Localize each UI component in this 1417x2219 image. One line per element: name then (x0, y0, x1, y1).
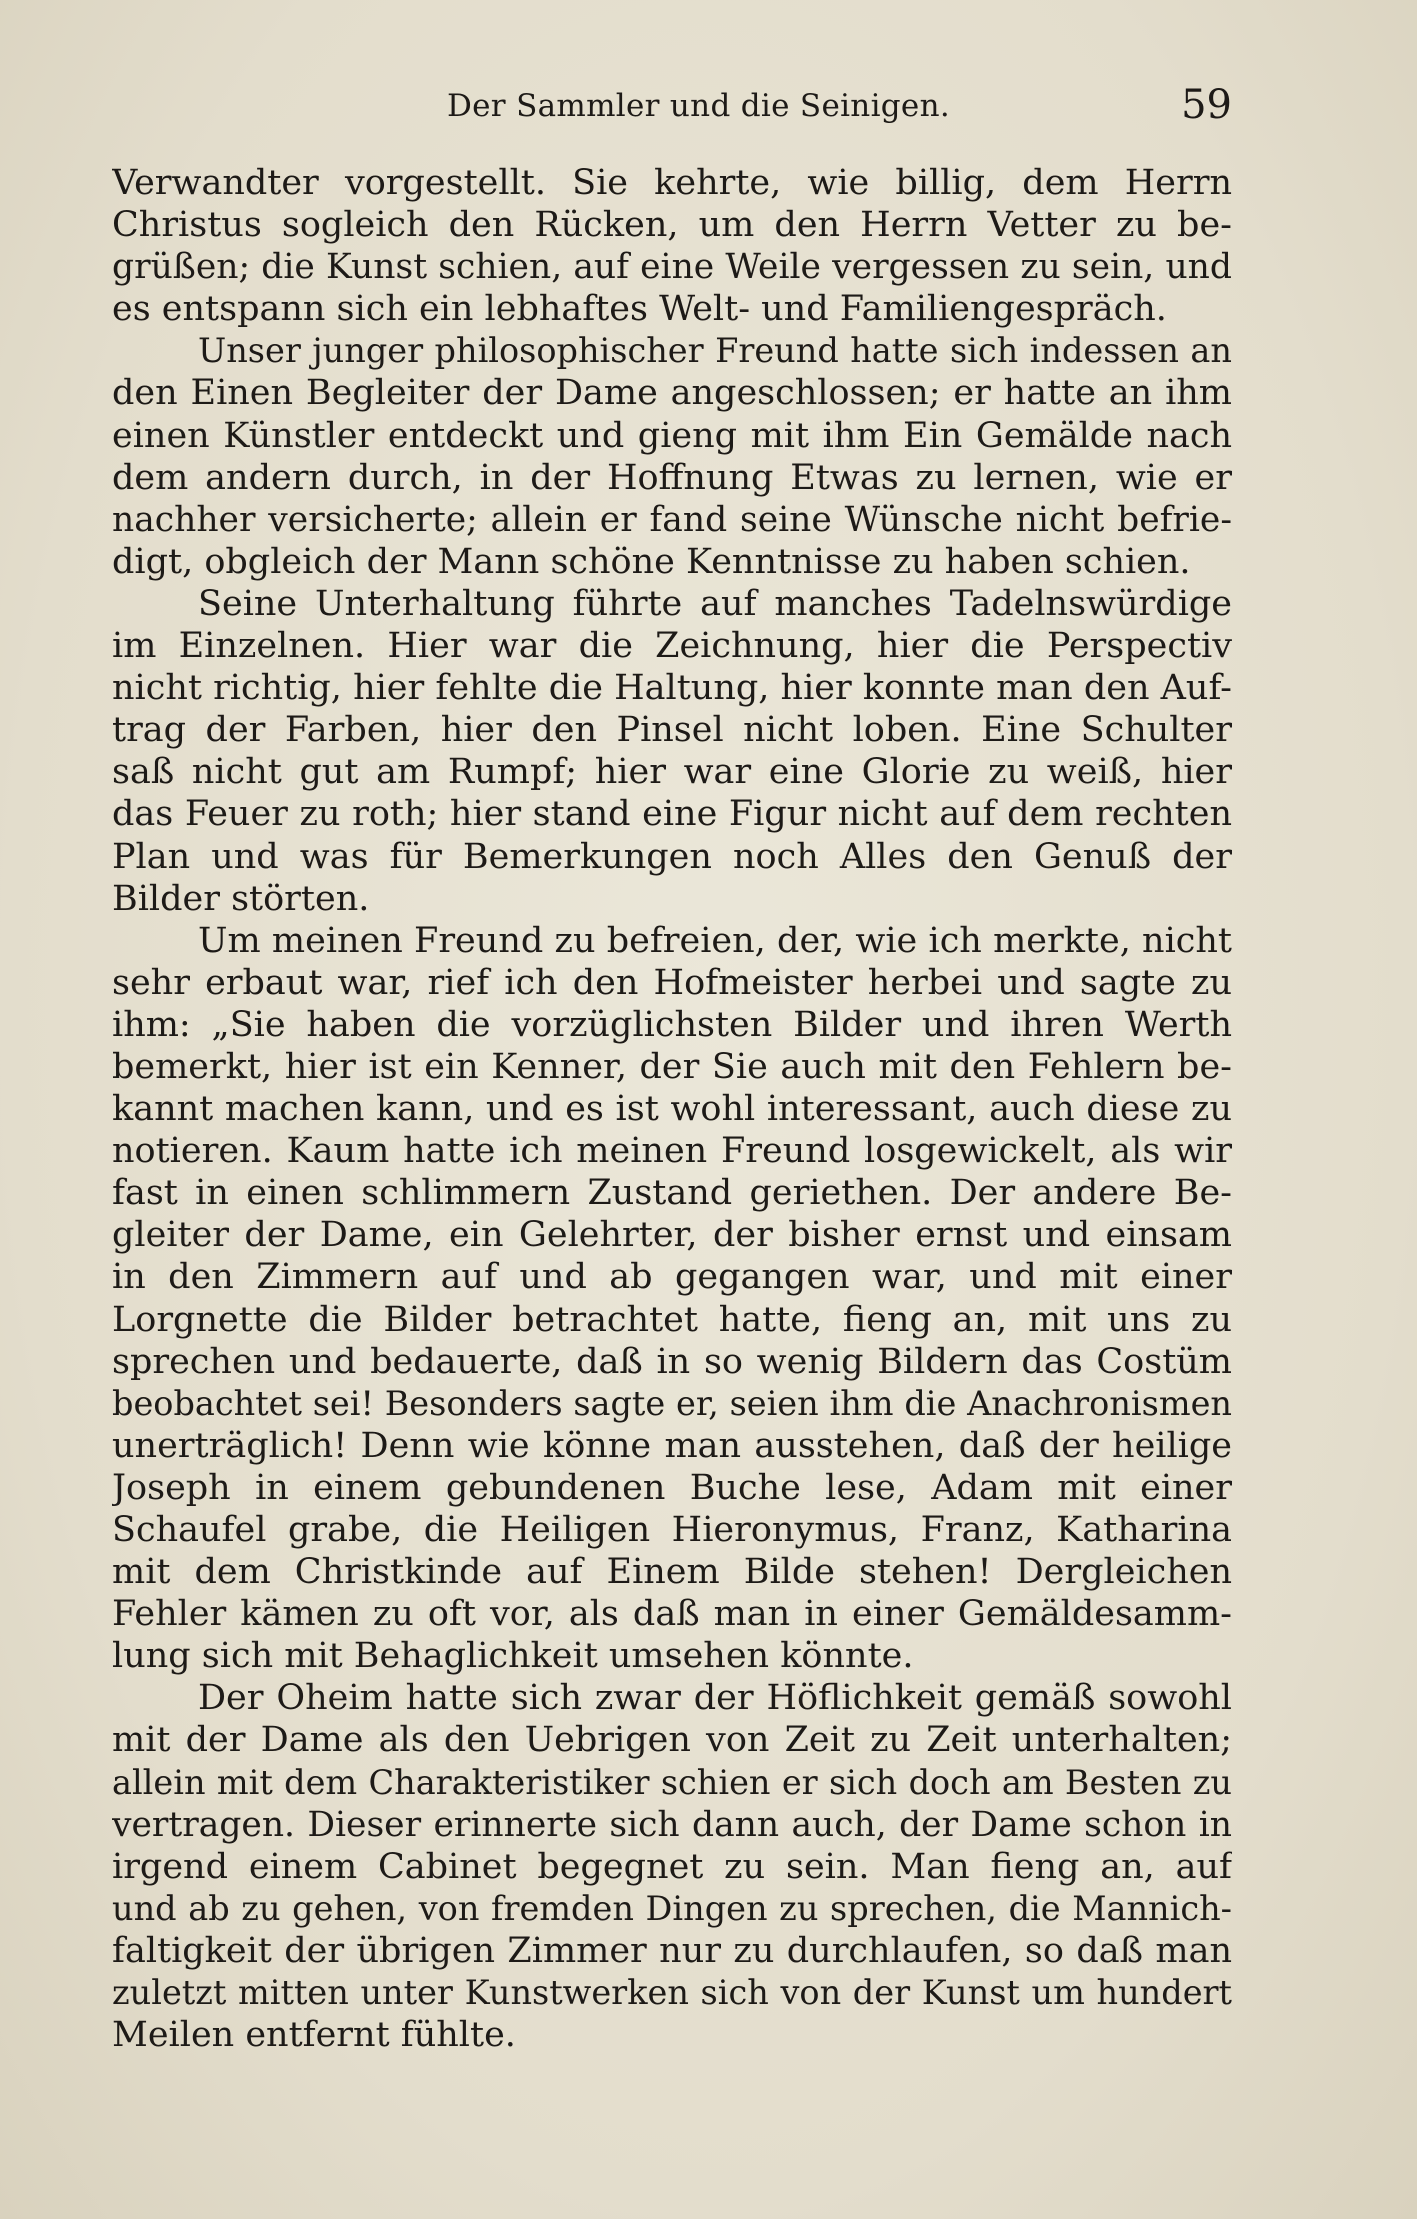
text-line: trag der Farben, hier den Pinsel nicht loben. Eine Schulter (112, 710, 1232, 751)
running-title: Der Sammler und die Seinigen. (447, 88, 950, 124)
text-line: fast in einen schlimmern Zustand geriethen. Der andere Be- (112, 1173, 1232, 1214)
text-line: saß nicht gut am Rumpf; hier war eine Glorie zu weiß, hier (112, 752, 1232, 793)
text-line: unerträglich! Denn wie könne man ausstehen, daß der heilige (112, 1425, 1232, 1466)
text-line: mit dem Christkinde auf Einem Bilde stehen! Dergleichen (112, 1552, 1232, 1593)
text-line: allein mit dem Charakteristiker schien er sich doch am Besten zu (112, 1762, 1232, 1802)
text-line: Christus sogleich den Rücken, um den Herrn Vetter zu be- (112, 205, 1232, 246)
text-line: lung sich mit Behaglichkeit umsehen könnte. (112, 1636, 914, 1677)
text-line: und ab zu gehen, von fremden Dingen zu sprechen, die Mannich- (112, 1888, 1232, 1928)
paragraph-first-line: Um meinen Freund zu befreien, der, wie ich merkte, nicht (198, 920, 1232, 961)
text-line: in den Zimmern auf und ab gegangen war, und mit einer (112, 1257, 1232, 1298)
text-line: Joseph in einem gebundenen Buche lese, Adam mit einer (112, 1467, 1232, 1508)
text-line: Fehler kämen zu oft vor, als daß man in einer Gemäldesamm- (112, 1594, 1232, 1635)
text-line: kannt machen kann, und es ist wohl interessant, auch diese zu (112, 1089, 1232, 1130)
text-line: sehr erbaut war, rief ich den Hofmeister herbei und sagte zu (112, 962, 1232, 1003)
text-line: mit der Dame als den Uebrigen von Zeit zu Zeit unterhalten; (112, 1720, 1232, 1761)
text-line: Lorgnette die Bilder betrachtet hatte, fieng an, mit uns zu (112, 1299, 1232, 1340)
text-line: digt, obgleich der Mann schöne Kenntnisse zu haben schien. (112, 541, 1191, 582)
text-line: irgend einem Cabinet begegnet zu sein. Man fieng an, auf (112, 1846, 1232, 1887)
text-line: dem andern durch, in der Hoffnung Etwas zu lernen, wie er (112, 457, 1232, 498)
text-line: Schaufel grabe, die Heiligen Hieronymus, Franz, Katharina (112, 1510, 1232, 1550)
text-line: es entspann sich ein lebhaftes Welt- und Familiengespräch. (112, 289, 1167, 330)
text-line: beobachtet sei! Besonders sagte er, seien ihm die Anachronismen (112, 1383, 1232, 1423)
body-text (112, 162, 1232, 2056)
text-line: gleiter der Dame, ein Gelehrter, der bisher ernst und einsam (112, 1215, 1232, 1256)
paragraph-first-line: Seine Unterhaltung führte auf manches Tadelnswürdige (198, 583, 1232, 624)
text-line: grüßen; die Kunst schien, auf eine Weile vergessen zu sein, und (112, 247, 1232, 288)
text-line: notieren. Kaum hatte ich meinen Freund losgewickelt, als wir (112, 1131, 1232, 1172)
text-line: das Feuer zu roth; hier stand eine Figur nicht auf dem rechten (112, 794, 1232, 835)
text-line: vertragen. Dieser erinnerte sich dann auch, der Dame schon in (112, 1804, 1232, 1845)
text-line: Bilder störten. (112, 878, 370, 919)
page-number: 59 (1181, 82, 1232, 128)
text-line: nicht richtig, hier fehlte die Haltung, hier konnte man den Auf- (112, 668, 1232, 709)
text-line: im Einzelnen. Hier war die Zeichnung, hier die Perspectiv (112, 626, 1232, 667)
paragraph-first-line: Unser junger philosophischer Freund hatte sich indessen an (198, 331, 1232, 371)
text-line: sprechen und bedauerte, daß in so wenig Bildern das Costüm (112, 1341, 1232, 1382)
text-line: faltigkeit der übrigen Zimmer nur zu durchlaufen, so daß man (112, 1930, 1232, 1971)
text-line: nachher versicherte; allein er fand seine Wünsche nicht befrie- (112, 499, 1232, 540)
text-line: den Einen Begleiter der Dame angeschlossen; er hatte an ihm (112, 373, 1232, 414)
text-line: bemerkt, hier ist ein Kenner, der Sie auch mit den Fehlern be- (112, 1046, 1232, 1087)
text-line: zuletzt mitten unter Kunstwerken sich von der Kunst um hundert (112, 1973, 1232, 2013)
text-line: Meilen entfernt fühlte. (112, 2015, 516, 2056)
text-line: einen Künstler entdeckt und gieng mit ihm Ein Gemälde nach (112, 415, 1232, 456)
page-header (112, 82, 1232, 142)
text-line: Plan und was für Bemerkungen noch Alles den Genuß der (112, 836, 1232, 877)
text-line: Verwandter vorgestellt. Sie kehrte, wie billig, dem Herrn (112, 163, 1232, 203)
text-line: ihm: „Sie haben die vorzüglichsten Bilder und ihren Werth (112, 1004, 1232, 1045)
paragraph-first-line: Der Oheim hatte sich zwar der Höflichkeit gemäß sowohl (198, 1678, 1232, 1719)
